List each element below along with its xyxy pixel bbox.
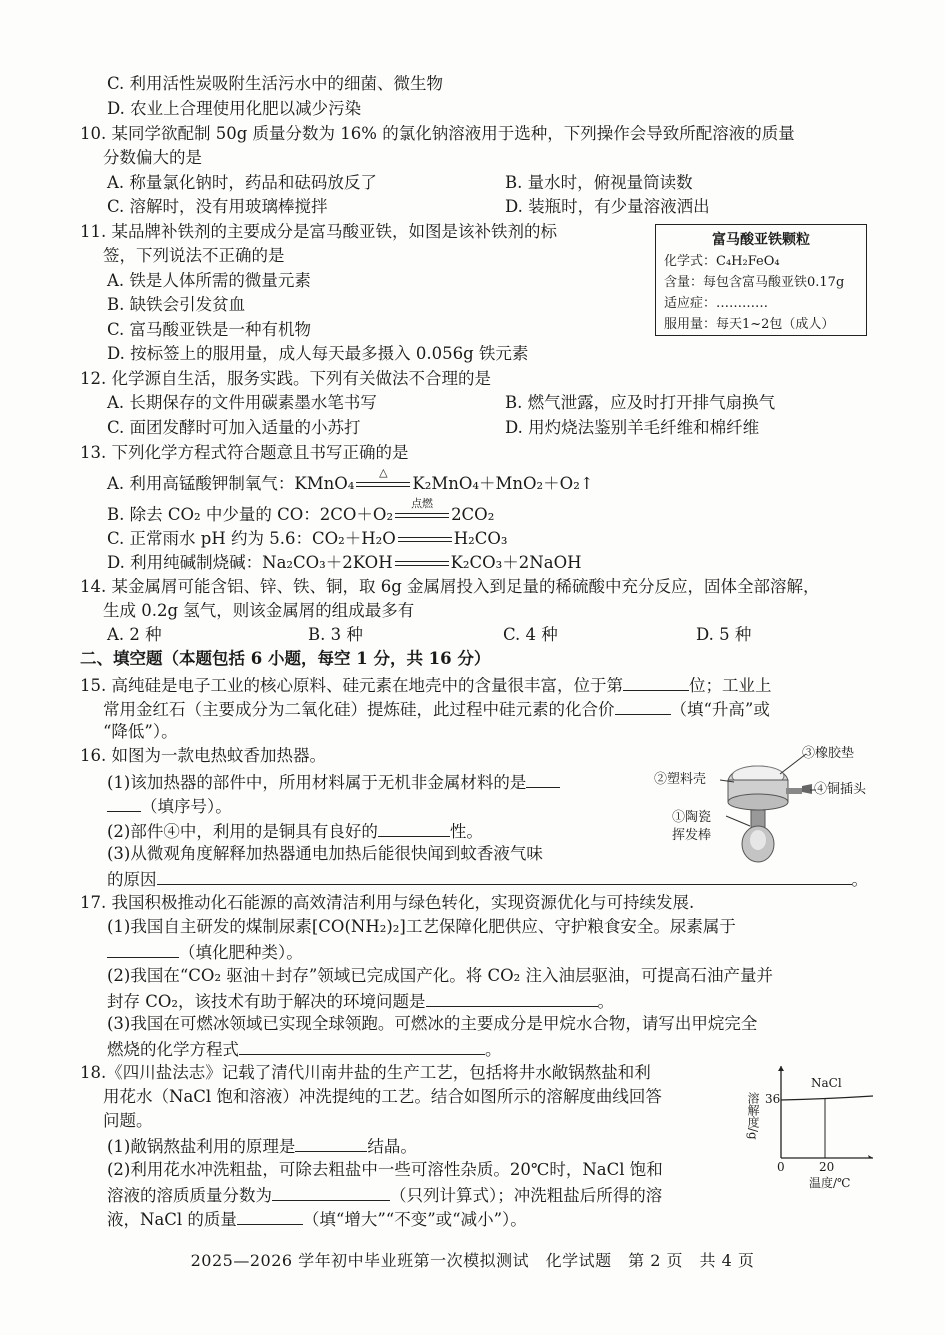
q17-part2: (2)我国在“CO₂ 驱油＋封存”领域已完成国产化。将 CO₂ 注入油层驱油，可提高石油产量并	[107, 966, 774, 985]
q16-p3-end: 。	[851, 870, 868, 889]
q13-b-reactants: B. 除去 CO₂ 中少量的 CO：2CO＋O₂	[107, 505, 394, 524]
q18-p2-text2: （只列计算式）；冲洗粗盐后所得的溶	[390, 1186, 663, 1205]
label-copper-plug: ④铜插头	[814, 782, 867, 797]
q14-option-c: C. 4 种	[503, 625, 558, 644]
reaction-equals-sign	[395, 496, 449, 521]
q18-p2-text4: （填“增大”“不变”或“减小”）。	[302, 1210, 527, 1229]
q13-c-products: H₂CO₃	[453, 529, 508, 548]
label-ceramic: ①陶瓷	[672, 810, 712, 825]
q18-part2-cont	[107, 1182, 662, 1208]
q18-stem-line3: 问题。	[103, 1111, 153, 1130]
label-title: 富马酸亚铁颗粒	[712, 232, 810, 248]
q16-p3-lead: 的原因	[107, 870, 157, 889]
answer-blank[interactable]	[107, 793, 141, 812]
q14-option-b: B. 3 种	[308, 625, 363, 644]
ignite-condition: 点燃	[411, 496, 434, 510]
q12-stem: 12. 化学源自生活，服务实践。下列有关做法不合理的是	[80, 369, 491, 388]
q16-p2-tail: 性。	[449, 822, 483, 841]
q15-text-1: 15. 高纯硅是电子工业的核心原料、硅元素在地壳中的含量很丰富，位于第	[80, 676, 623, 695]
q9-option-d: D. 农业上合理使用化肥以减少污染	[107, 99, 362, 118]
label-formula-key: 化学式：	[664, 254, 717, 269]
label-formula-row	[664, 251, 858, 272]
q17-part3-cont	[107, 1036, 502, 1062]
q17-part1: (1)我国自主研发的煤制尿素[CO(NH₂)₂]工艺保障化肥供应、守护粮食安全。尿素属于	[107, 917, 736, 936]
q14-option-a: A. 2 种	[107, 625, 162, 644]
answer-blank[interactable]	[615, 696, 671, 715]
reaction-equals-sign	[395, 559, 449, 569]
q13-option-c	[107, 527, 508, 551]
q10-stem-line2: 分数偏大的是	[103, 148, 202, 167]
label-wick: 挥发棒	[672, 828, 712, 843]
q10-option-a: A. 称量氯化钠时，药品和砝码放反了	[107, 173, 377, 192]
q12-option-a: A. 长期保存的文件用碳素墨水笔书写	[107, 393, 377, 412]
q12-option-c: C. 面团发酵时可加入适量的小苏打	[107, 418, 361, 437]
y-tick-36: 36	[765, 1092, 781, 1106]
reaction-equals-sign	[356, 465, 410, 490]
q11-option-a: A. 铁是人体所需的微量元素	[107, 271, 311, 290]
q16-p2-text: (2)部件④中，利用的是铜具有良好的	[107, 822, 378, 841]
label-formula-value: C₄H₂FeO₄	[716, 254, 780, 269]
q18-p1-tail: 结晶。	[367, 1137, 417, 1156]
answer-blank[interactable]	[378, 818, 450, 837]
answer-blank[interactable]	[295, 1133, 367, 1152]
x-axis-label: 温度/℃	[809, 1176, 851, 1190]
q17-p2-end: 。	[597, 992, 615, 1011]
q17-p3-text: 燃烧的化学方程式	[107, 1040, 239, 1059]
label-rubber-pad: ③橡胶垫	[802, 746, 855, 761]
q18-p2-text1: 溶液的溶质质量分数为	[107, 1186, 272, 1205]
q13-a-reactants: A. 利用高锰酸钾制氧气：KMnO₄	[107, 474, 355, 493]
q17-p2-text: 封存 CO₂，该技术有助于解决的环境问题是	[107, 992, 426, 1011]
q14-stem-line2: 生成 0.2g 氢气，则该金属屑的组成最多有	[103, 601, 415, 620]
answer-blank[interactable]	[107, 939, 179, 958]
q15-text-2: 位；工业上	[689, 676, 772, 695]
q13-option-a	[107, 465, 594, 496]
label-dosage: 服用量：每天1~2包（成人）	[664, 317, 835, 332]
answer-blank[interactable]	[272, 1182, 390, 1201]
q9-option-c: C. 利用活性炭吸附生活污水中的细菌、微生物	[107, 74, 444, 93]
label-content: 含量：每包含富马酸亚铁0.17g	[664, 275, 845, 290]
q10-option-d: D. 装瓶时，有少量溶液洒出	[505, 197, 710, 216]
q16-part1-cont	[107, 793, 232, 819]
q15-line2	[103, 696, 770, 722]
q17-part2-cont	[107, 988, 614, 1014]
answer-blank[interactable]	[426, 988, 598, 1007]
q18-part2: (2)利用花水冲洗粗盐，可除去粗盐中一些可溶性杂质。20℃时，NaCl 饱和	[107, 1160, 663, 1179]
q13-b-products: 2CO₂	[451, 505, 495, 524]
label-plastic-shell: ②塑料壳	[654, 772, 707, 787]
page-footer: 2025—2026 学年初中毕业班第一次模拟测试 化学试题 第 2 页 共 4 页	[190, 1251, 755, 1270]
q10-option-b: B. 量水时，俯视量筒读数	[505, 173, 693, 192]
q12-option-b: B. 燃气泄露，应及时打开排气扇换气	[505, 393, 776, 412]
nacl-label: NaCl	[811, 1076, 842, 1090]
solubility-curve-figure	[745, 1062, 877, 1188]
q13-d-products: K₂CO₃＋2NaOH	[450, 553, 582, 572]
q16-part3: (3)从微观角度解释加热器通电加热后能很快闻到蚊香液气味	[107, 844, 543, 863]
q17-stem: 17. 我国积极推动化石能源的高效清洁利用与绿色转化，实现资源优化与可持续发展.	[80, 893, 695, 912]
q17-p3-end: 。	[485, 1040, 502, 1059]
q16-p1-text: (1)该加热器的部件中，所用材料属于无机非金属材料的是	[107, 773, 527, 792]
q11-stem-line1: 11. 某品牌补铁剂的主要成分是富马酸亚铁，如图是该补铁剂的标	[80, 222, 557, 241]
supplement-label-box	[655, 224, 867, 336]
q11-stem-line2: 签，下列说法不正确的是	[103, 246, 285, 265]
answer-blank[interactable]	[237, 1206, 303, 1225]
q18-stem-line1: 18.《四川盐法志》记载了清代川南井盐的生产工艺，包括将井水敞锅熬盐和利	[80, 1063, 651, 1082]
q13-option-d	[107, 551, 582, 575]
q18-part1	[107, 1133, 417, 1159]
q18-part2-cont2	[107, 1206, 527, 1232]
q18-stem-line2: 用花水（NaCl 饱和溶液）冲洗提纯的工艺。结合如图所示的溶解度曲线回答	[103, 1087, 662, 1106]
answer-blank[interactable]	[239, 1036, 485, 1055]
q15-line3: “降低”）。	[103, 722, 178, 741]
q14-option-d: D. 5 种	[696, 625, 752, 644]
q13-d-reactants: D. 利用纯碱制烧碱：Na₂CO₃＋2KOH	[107, 553, 393, 572]
reaction-equals-sign	[398, 535, 452, 545]
q11-option-c: C. 富马酸亚铁是一种有机物	[107, 320, 312, 339]
section-heading-fill-in: 二、填空题（本题包括 6 小题，每空 1 分，共 16 分）	[80, 649, 491, 668]
q10-stem-line1: 10. 某同学欲配制 50g 质量分数为 16% 的氯化钠溶液用于选种，下列操作会导致所配溶液的质量	[80, 124, 795, 143]
q12-option-d: D. 用灼烧法鉴别羊毛纤维和棉纤维	[505, 418, 760, 437]
y-axis-label: 溶解度/g	[746, 1092, 760, 1140]
q18-p2-text3: 液，NaCl 的质量	[107, 1210, 237, 1229]
q16-part1	[107, 769, 560, 795]
q16-p1-tail: （填序号）。	[141, 797, 232, 816]
q16-part2	[107, 818, 483, 844]
label-indication: 适应症：…………	[664, 296, 769, 311]
mosquito-heater-figure	[654, 744, 878, 876]
x-tick-20: 20	[819, 1160, 835, 1174]
q13-a-products: K₂MnO₄＋MnO₂＋O₂↑	[412, 474, 594, 493]
q17-p1-tail: （填化肥种类）。	[179, 943, 303, 962]
q15-text-4: （填“升高”或	[670, 700, 770, 719]
q13-c-reactants: C. 正常雨水 pH 约为 5.6：CO₂＋H₂O	[107, 529, 396, 548]
q17-part3: (3)我国在可燃冰领域已实现全球领跑。可燃冰的主要成分是甲烷水合物，请写出甲烷完全	[107, 1014, 758, 1033]
q17-part1-cont	[107, 939, 303, 965]
q15-text-3: 常用金红石（主要成分为二氧化硅）提炼硅，此过程中硅元素的化合价	[103, 700, 615, 719]
heat-condition: △	[379, 465, 388, 479]
answer-blank[interactable]	[526, 769, 560, 788]
q14-stem-line1: 14. 某金属屑可能含铝、锌、铁、铜，取 6g 金属屑投入到足量的稀硫酸中充分反应，固体全部溶解，	[80, 577, 820, 596]
q15-line1	[80, 672, 772, 698]
q13-stem: 13. 下列化学方程式符合题意且书写正确的是	[80, 443, 409, 462]
nacl-curve	[781, 1096, 873, 1100]
q11-option-d: D. 按标签上的服用量，成人每天最多摄入 0.056g 铁元素	[107, 344, 529, 363]
answer-blank[interactable]	[623, 672, 689, 691]
q13-option-b	[107, 496, 495, 527]
q11-option-b: B. 缺铁会引发贫血	[107, 295, 246, 314]
origin-label: 0	[777, 1160, 785, 1174]
q18-p1-text: (1)敞锅熬盐利用的原理是	[107, 1137, 296, 1156]
q10-option-c: C. 溶解时，没有用玻璃棒搅拌	[107, 197, 328, 216]
q16-stem: 16. 如图为一款电热蚊香加热器。	[80, 746, 326, 765]
